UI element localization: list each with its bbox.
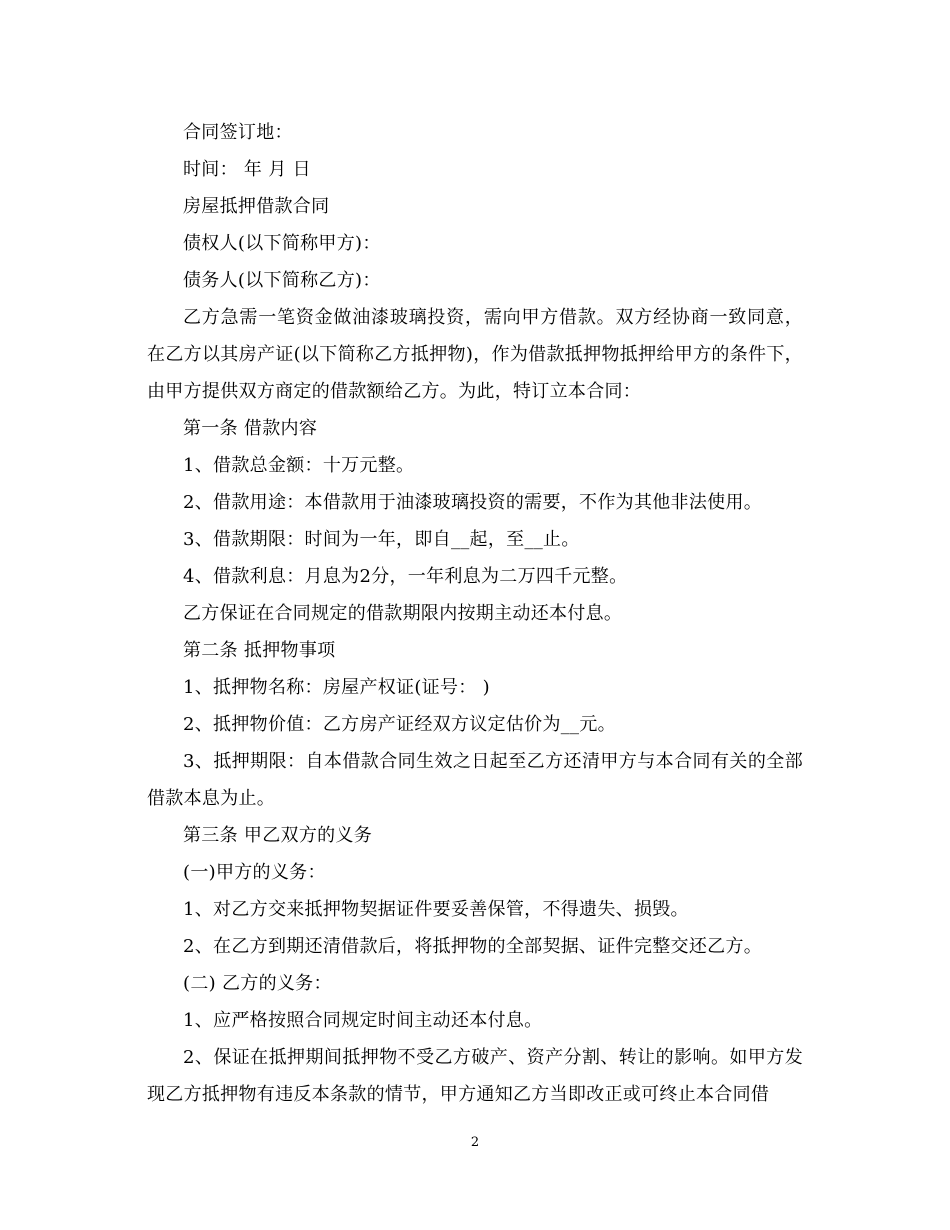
party-b-obligations-heading: (二) 乙方的义务： — [183, 973, 332, 994]
contract-title: 房屋抵押借款合同 — [183, 196, 330, 217]
article-2-item-3: 3、抵押期限：自本借款合同生效之日起至乙方还清甲方与本合同有关的全部借款本息为止。 — [147, 751, 803, 809]
article-1-item-4: 4、借款利息：月息为2分，一年利息为二万四千元整。 — [183, 566, 628, 587]
article-1-item-3: 3、借款期限：时间为一年，即自__起，至__止。 — [183, 529, 580, 550]
article-1-item-2: 2、借款用途：本借款用于油漆玻璃投资的需要，不作为其他非法使用。 — [183, 492, 763, 513]
party-b-obligation-1: 1、应严格按照合同规定时间主动还本付息。 — [183, 1010, 543, 1031]
party-b-obligation-2: 2、保证在抵押期间抵押物不受乙方破产、资产分割、转让的影响。如甲方发现乙方抵押物有违反本条款的情节，甲方通知乙方当即改正或可终止本合同借 — [147, 1047, 803, 1105]
paragraph-signing-place: 合同签订地： — [183, 122, 293, 143]
paragraph-date: 时间： 年 月 日 — [183, 159, 311, 180]
party-a-obligations-heading: (一)甲方的义务： — [183, 862, 326, 883]
article-1-item-1: 1、借款总金额：十万元整。 — [183, 455, 415, 476]
article-1-heading: 第一条 借款内容 — [183, 418, 318, 439]
article-2-heading: 第二条 抵押物事项 — [183, 640, 336, 661]
article-2-item-1: 1、抵押物名称：房屋产权证(证号： ) — [183, 677, 490, 698]
document-body — [147, 114, 803, 1113]
article-2-item-2: 2、抵押物价值：乙方房产证经双方议定估价为__元。 — [183, 714, 616, 735]
article-3-heading: 第三条 甲乙双方的义务 — [183, 825, 373, 846]
paragraph-creditor: 债权人(以下简称甲方)： — [183, 233, 381, 254]
paragraph-debtor: 债务人(以下简称乙方)： — [183, 270, 381, 291]
party-a-obligation-2: 2、在乙方到期还清借款后，将抵押物的全部契据、证件完整交还乙方。 — [183, 936, 763, 957]
page-number: 2 — [470, 1135, 480, 1150]
paragraph-preamble: 乙方急需一笔资金做油漆玻璃投资，需向甲方借款。双方经协商一致同意，在乙方以其房产证(以下简称乙方抵押物)，作为借款抵押物抵押给甲方的条件下，由甲方提供双方商定的借款额给乙方。为此，特订立本合同： — [147, 307, 803, 402]
article-1-guarantee: 乙方保证在合同规定的借款期限内按期主动还本付息。 — [183, 603, 623, 624]
party-a-obligation-1: 1、对乙方交来抵押物契据证件要妥善保管，不得遗失、损毁。 — [183, 899, 689, 920]
